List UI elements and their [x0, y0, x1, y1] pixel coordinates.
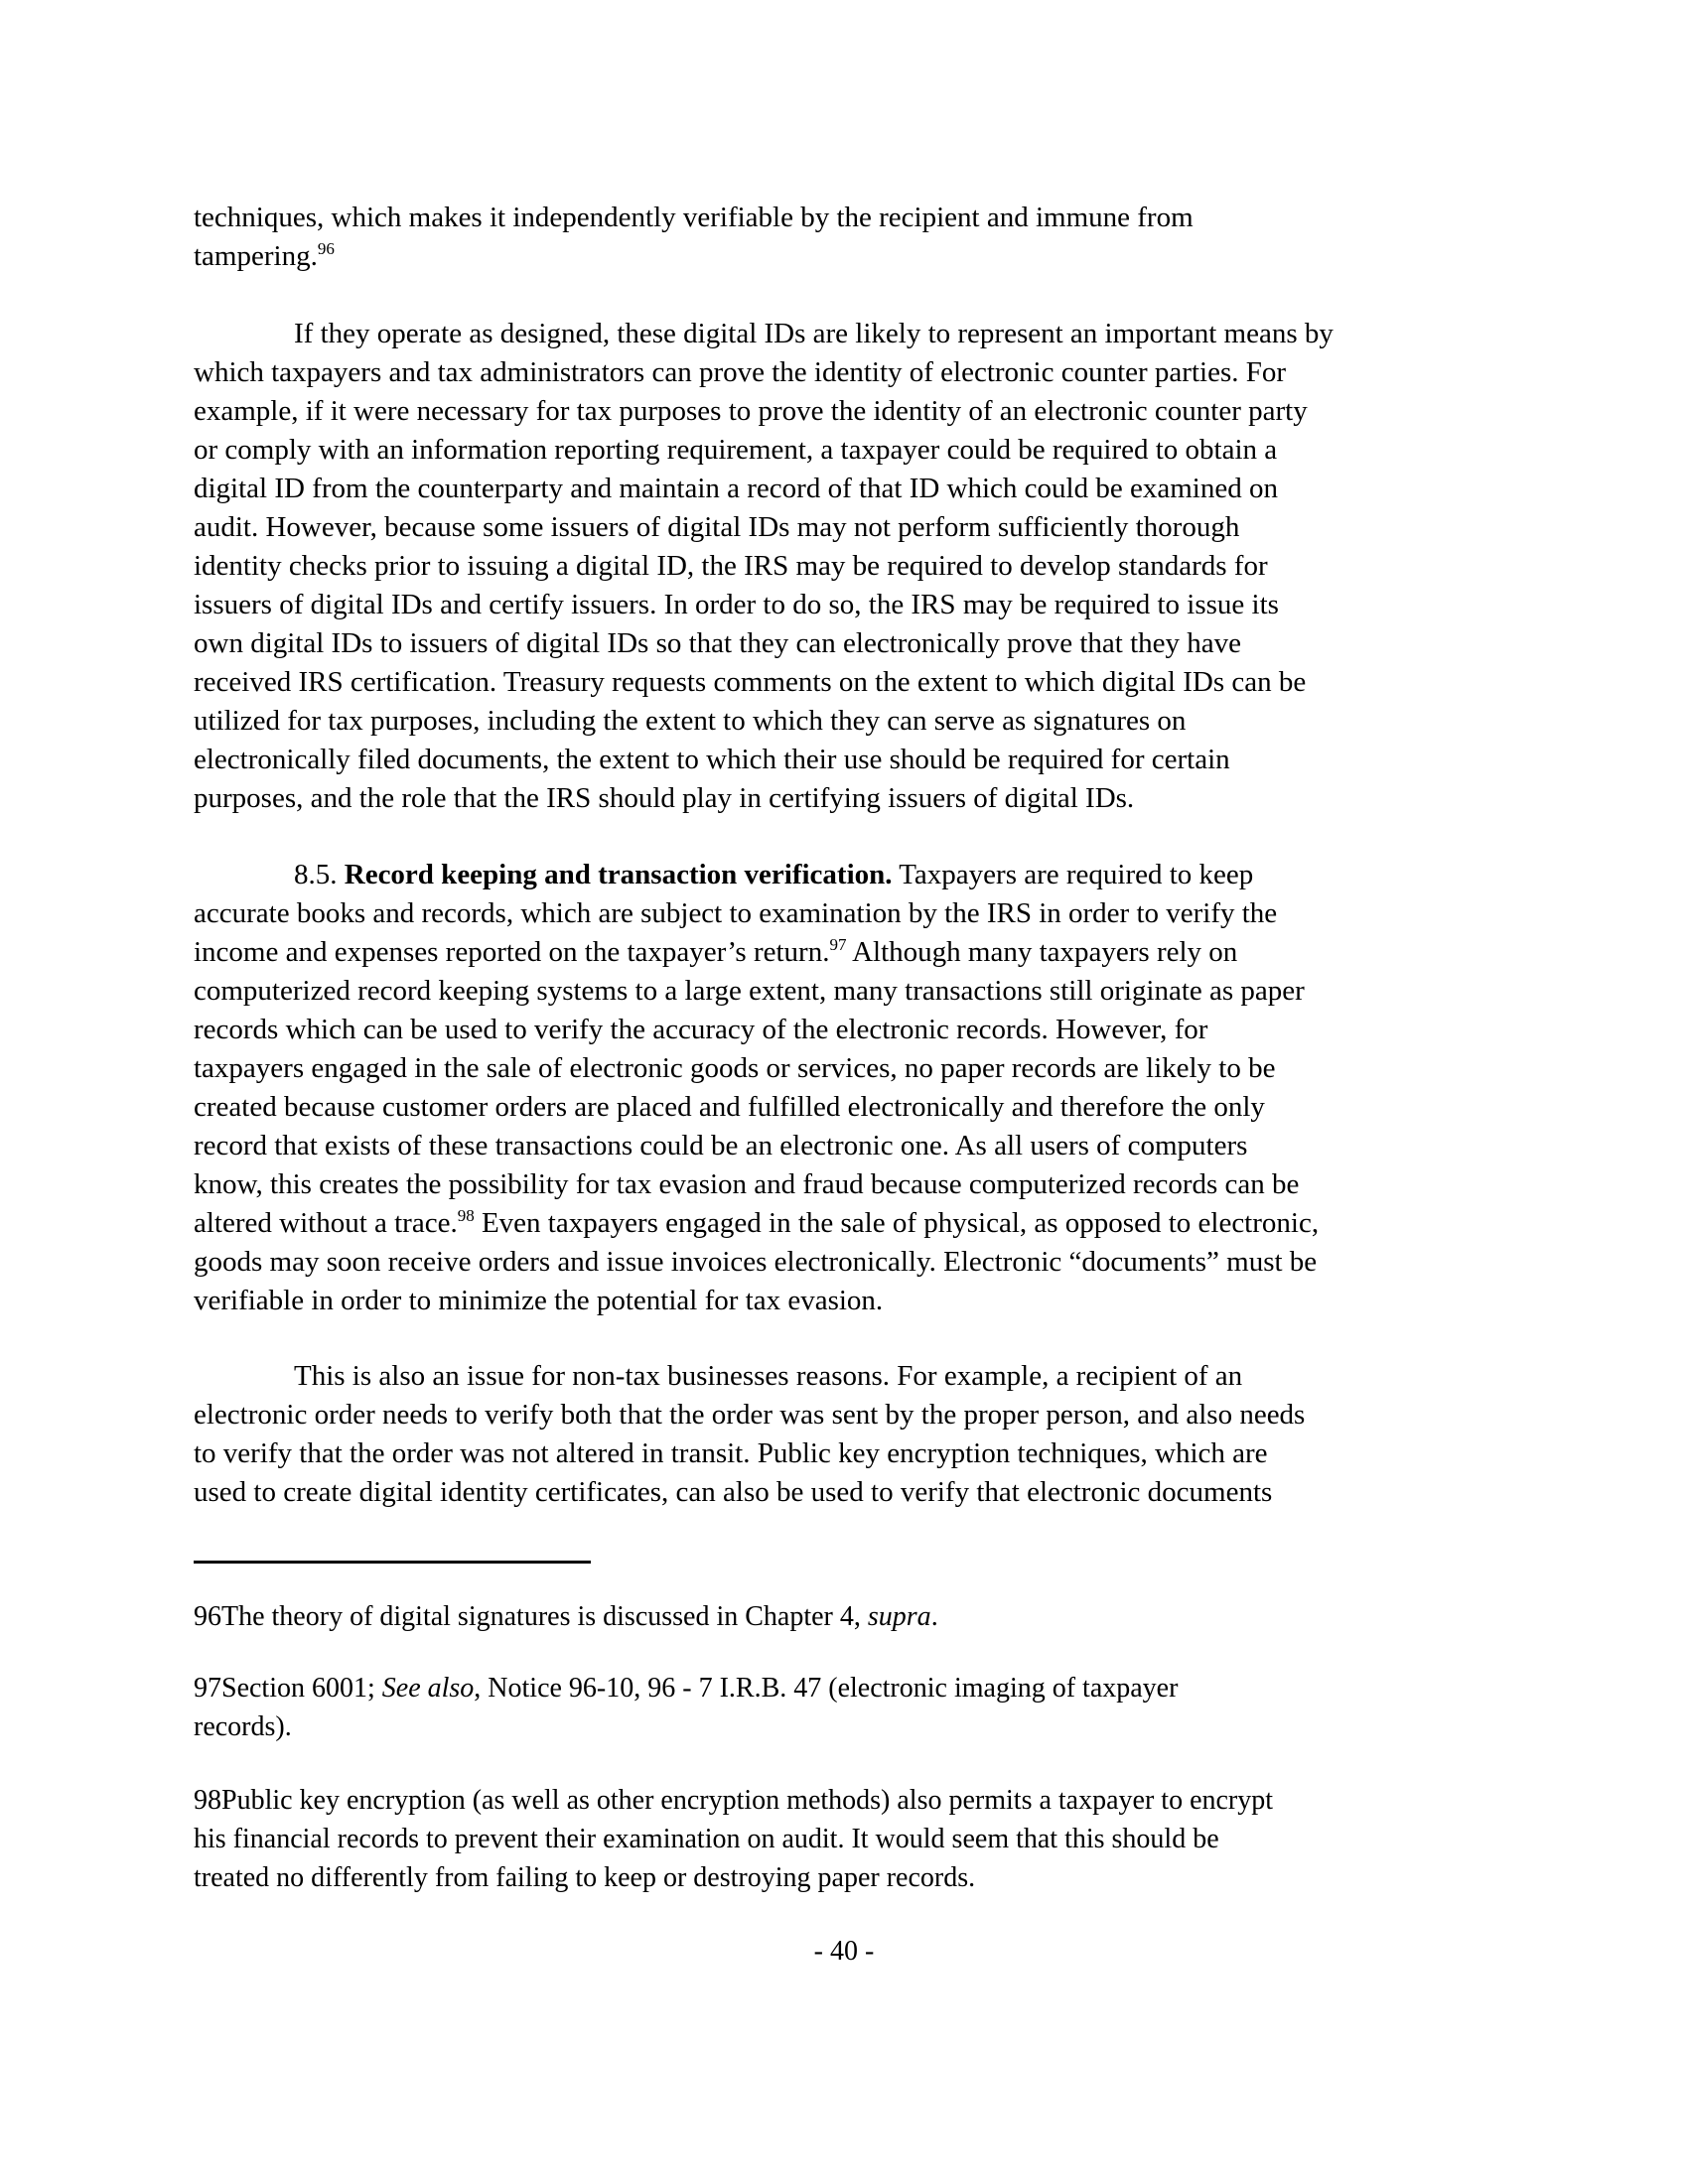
- text-line: [194, 1165, 1504, 1204]
- footnote-reference: 96: [317, 239, 335, 258]
- text-segment: record that exists of these transactions could be an electronic one. As all users of computers: [194, 1130, 1248, 1161]
- text-segment: own digital IDs to issuers of digital IDs so that they can electronically prove that they have: [194, 627, 1242, 659]
- text-segment: 97Section 6001;: [194, 1673, 382, 1704]
- text-segment: records).: [194, 1711, 292, 1742]
- text-segment: Although many taxpayers rely on: [846, 936, 1238, 968]
- text-line: [194, 431, 1504, 470]
- paragraph-section-8-5: [194, 856, 1504, 1320]
- text-segment: purposes, and the role that the IRS should play in certifying issuers of digital IDs.: [194, 782, 1135, 814]
- text-line: [194, 894, 1504, 933]
- text-line: [194, 1781, 1504, 1820]
- text-line: [194, 1049, 1504, 1088]
- text-segment: identity checks prior to issuing a digital ID, the IRS may be required to develop standards for: [194, 550, 1268, 582]
- text-segment: treated no differently from failing to keep or destroying paper records.: [194, 1862, 976, 1893]
- text-line: [194, 1820, 1504, 1858]
- text-line: [194, 547, 1504, 586]
- text-segment: 8.5.: [294, 859, 345, 890]
- text-segment: received IRS certification. Treasury requests comments on the extent to which digital IDs can be: [194, 666, 1307, 698]
- footnote-97: [194, 1669, 1504, 1746]
- text-line: [194, 779, 1504, 818]
- text-line: [194, 933, 1504, 972]
- text-line: [194, 1127, 1504, 1165]
- footnote-reference: 97: [829, 935, 847, 954]
- paragraph-digital-ids: [194, 315, 1504, 818]
- footnote-96: [194, 1597, 1504, 1636]
- text-line: [194, 237, 1504, 276]
- text-segment: This is also an issue for non-tax businesses reasons. For example, a recipient of an: [294, 1360, 1243, 1392]
- section-heading: Record keeping and transaction verification.: [344, 859, 893, 890]
- text-segment: digital ID from the counterparty and maintain a record of that ID which could be examined on: [194, 473, 1278, 504]
- text-line: [194, 1597, 1504, 1636]
- text-line: [194, 1088, 1504, 1127]
- text-segment: See also: [381, 1673, 475, 1704]
- text-line: [194, 586, 1504, 624]
- text-segment: altered without a trace.: [194, 1207, 458, 1239]
- text-segment: verifiable in order to minimize the potential for tax evasion.: [194, 1285, 884, 1316]
- text-segment: utilized for tax purposes, including the extent to which they can serve as signatures on: [194, 705, 1187, 737]
- paragraph-non-tax-reasons: [194, 1357, 1504, 1512]
- text-segment: 98Public key encryption (as well as other encryption methods) also permits a taxpayer to encrypt: [194, 1785, 1274, 1816]
- text-segment: issuers of digital IDs and certify issuers. In order to do so, the IRS may be required to issue its: [194, 589, 1279, 620]
- text-segment: tampering.: [194, 240, 318, 272]
- text-segment: which taxpayers and tax administrators can prove the identity of electronic counter parties. For: [194, 356, 1287, 388]
- text-line: [194, 1707, 1504, 1746]
- text-line: [194, 1669, 1504, 1707]
- text-segment: techniques, which makes it independently verifiable by the recipient and immune from: [194, 202, 1194, 233]
- page-number: - 40 -: [813, 1936, 875, 1967]
- text-segment: records which can be used to verify the accuracy of the electronic records. However, for: [194, 1014, 1208, 1045]
- text-line: [194, 1282, 1504, 1320]
- text-segment: computerized record keeping systems to a large extent, many transactions still originate as paper: [194, 975, 1305, 1007]
- text-line: [194, 1243, 1504, 1282]
- text-line: [194, 741, 1504, 779]
- text-segment: know, this creates the possibility for tax evasion and fraud because computerized records can be: [194, 1168, 1300, 1200]
- text-line: [194, 1396, 1504, 1434]
- text-segment: used to create digital identity certificates, can also be used to verify that electronic documents: [194, 1476, 1273, 1508]
- text-line: [194, 1858, 1504, 1897]
- text-line: [194, 470, 1504, 508]
- paragraph-continuation: [194, 199, 1504, 276]
- text-segment: his financial records to prevent their examination on audit. It would seem that this should be: [194, 1824, 1219, 1854]
- text-segment: electronically filed documents, the extent to which their use should be required for certain: [194, 744, 1230, 775]
- text-segment: taxpayers engaged in the sale of electronic goods or services, no paper records are likely to be: [194, 1052, 1276, 1084]
- footnote-98: [194, 1781, 1504, 1897]
- text-segment: Even taxpayers engaged in the sale of physical, as opposed to electronic,: [474, 1207, 1320, 1239]
- text-line: [194, 353, 1504, 392]
- text-segment: , Notice 96-10, 96 - 7 I.R.B. 47 (electronic imaging of taxpayer: [474, 1673, 1179, 1704]
- text-line: [194, 702, 1504, 741]
- text-segment: goods may soon receive orders and issue invoices electronically. Electronic “documents” must be: [194, 1246, 1318, 1278]
- text-line: [194, 1434, 1504, 1473]
- text-line: [194, 392, 1504, 431]
- text-line: [194, 972, 1504, 1011]
- text-segment: accurate books and records, which are subject to examination by the IRS in order to verify the: [194, 897, 1278, 929]
- footnote-separator: [194, 1561, 591, 1564]
- text-line: [194, 1204, 1504, 1243]
- text-line: [194, 1473, 1504, 1512]
- text-segment: .: [930, 1601, 938, 1632]
- text-segment: supra: [867, 1601, 931, 1632]
- text-line: [194, 624, 1504, 663]
- text-line: [194, 1357, 1504, 1396]
- text-segment: created because customer orders are placed and fulfilled electronically and therefore the only: [194, 1091, 1265, 1123]
- text-line: [194, 663, 1504, 702]
- footnote-reference: 98: [457, 1206, 475, 1225]
- text-segment: electronic order needs to verify both that the order was sent by the proper person, and also needs: [194, 1399, 1306, 1431]
- text-segment: example, if it were necessary for tax purposes to prove the identity of an electronic counter party: [194, 395, 1308, 427]
- text-segment: to verify that the order was not altered in transit. Public key encryption techniques, which are: [194, 1437, 1268, 1469]
- text-line: [194, 508, 1504, 547]
- text-line: [194, 856, 1504, 894]
- text-segment: audit. However, because some issuers of digital IDs may not perform sufficiently thorough: [194, 511, 1240, 543]
- text-line: [194, 1011, 1504, 1049]
- text-segment: income and expenses reported on the taxpayer’s return.: [194, 936, 830, 968]
- text-segment: If they operate as designed, these digital IDs are likely to represent an important means by: [294, 318, 1334, 349]
- text-line: [194, 315, 1504, 353]
- text-line: [194, 199, 1504, 237]
- text-segment: 96The theory of digital signatures is discussed in Chapter 4,: [194, 1601, 868, 1632]
- text-segment: or comply with an information reporting requirement, a taxpayer could be required to obtain a: [194, 434, 1278, 466]
- text-segment: Taxpayers are required to keep: [892, 859, 1254, 890]
